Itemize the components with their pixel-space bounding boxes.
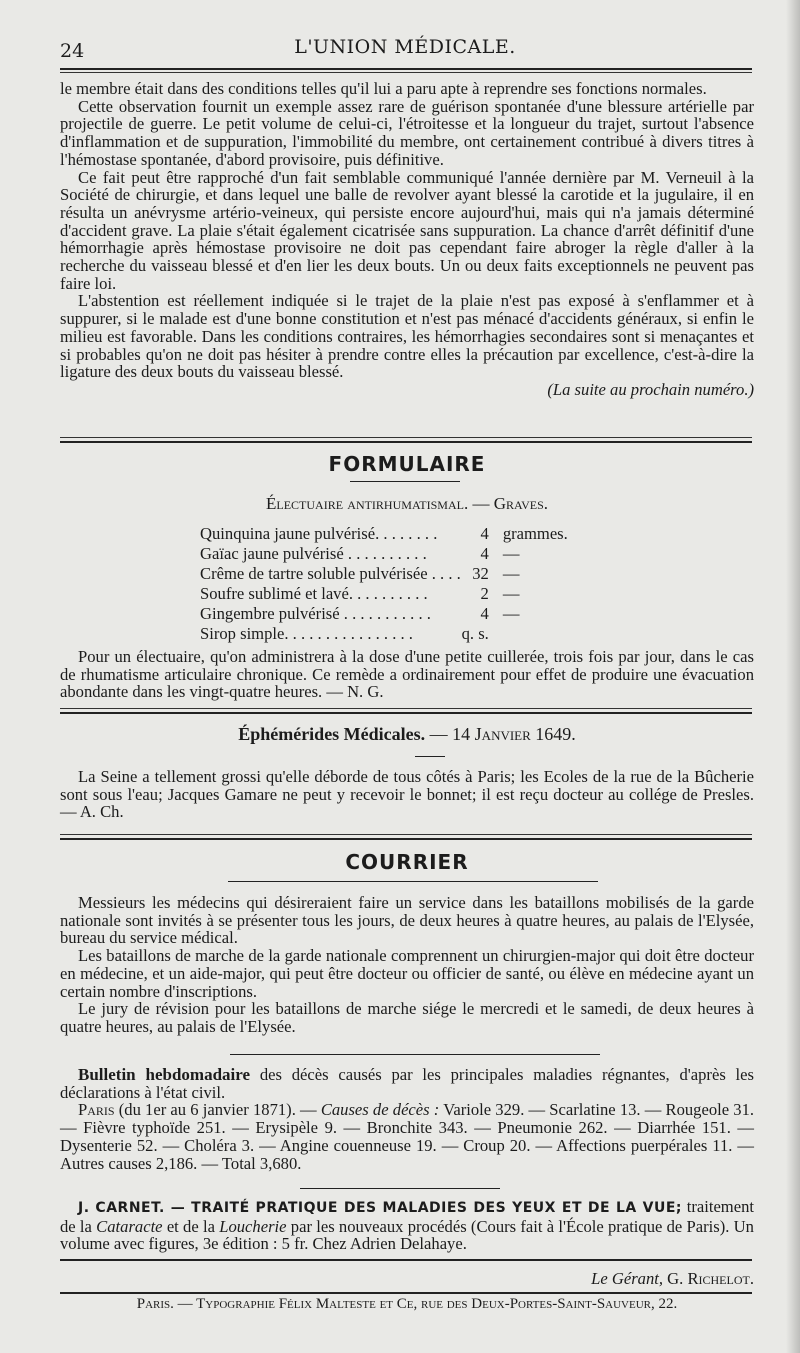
advert-loucherie: Loucherie: [219, 1216, 287, 1236]
journal-title: L'UNION MÉDICALE.: [294, 36, 516, 58]
section-divider: [230, 1054, 600, 1055]
advert-block: [60, 1198, 754, 1253]
header-rule: [60, 68, 752, 70]
header-rule-thin: [60, 72, 752, 73]
continued-note: (La suite au prochain numéro.): [547, 379, 754, 399]
heading-underline: [350, 481, 460, 482]
page-number: 24: [60, 40, 85, 62]
formulaire-heading: FORMULAIRE: [328, 452, 486, 476]
article-paragraph: le membre était dans des conditions telles qu'il lui a paru apte à reprendre ses fonctions normales.: [60, 79, 707, 98]
ingredient-row: Gaïac jaune pulvérisé . . . . . . . . . . 4 —: [200, 544, 520, 563]
advert-text-a: traitement de la: [60, 1197, 754, 1236]
advert-cataracte: Cataracte: [96, 1216, 163, 1236]
ingredient-row: Sirop simple. . . . . . . . . . . . . . . . q. s.: [200, 624, 489, 643]
section-rule: [60, 834, 752, 835]
heading-underline: [228, 881, 598, 882]
article-paragraph: Ce fait peut être rapproché d'un fait semblable communiqué l'année dernière par M. Verneuil à la Société de chirurgie, et dans lequel une balle de revolver ayant blessé la carotide et la jugulaire, il en résulta un anévrysme artério-veineux, qui persiste encore aujourd'hui, mais qui n'a jamais déterminé d'accident grave. La plaie s'était également cicatrisée sans suppuration. La chance d'arrêt définitif d'une hémorrhagie après hémostase provisoire ne doit pas cependant faire abroger la règle d'aller à la recherche du vaisseau blessé et d'en lier les deux bouts. Un ou deux faits exceptionnels ne peuvent pas faire loi.: [60, 167, 754, 293]
bulletin-intro-line: [60, 1066, 754, 1101]
ingredient-row: Gingembre pulvérisé . . . . . . . . . . . 4 —: [200, 604, 520, 623]
bulletin-block: [60, 1066, 754, 1172]
courrier-heading: COURRIER: [345, 850, 469, 874]
article-paragraph: Cette observation fournit un exemple assez rare de guérison spontanée d'une blessure artérielle par projectile de guerre. Le petit volume de celui-ci, l'étroitesse et la longueur du trajet, surtout l'absence d'inflammation et de suppuration, l'immobilité du membre, ont certainement contribué à divers titres à l'hémostase spontanée, d'abord provisoire, puis définitive.: [60, 96, 754, 169]
advert-text-c: par les nouveaux procédés (Cours fait à l'École pratique de Paris). Un volume avec figures, 3e édition : 5 fr. Chez Adrien Delahaye.: [60, 1216, 754, 1254]
bulletin-dates: (du 1er au 6 janvier 1871). —: [118, 1100, 317, 1120]
gerant-name: G. Richelot.: [667, 1269, 754, 1288]
section-rule: [60, 708, 752, 709]
heading-underline: [415, 756, 445, 757]
formulaire-text-block: [60, 648, 754, 701]
ephemerides-block: [60, 768, 754, 821]
recipe-title: Électuaire antirhumatismal. — Graves.: [265, 494, 549, 513]
section-rule: [60, 712, 752, 714]
courrier-body: [60, 894, 754, 1036]
formulaire-text: Pour un électuaire, qu'on administrera à la dose d'une petite cuillerée, trois fois par jour, dans le cas de rhumatisme articulaire chronique. Ce remède a ordinairement pour effet de produire une évacuation abondante dans les vingt-quatre heures. — N. G.: [60, 647, 754, 702]
page-edge-shadow: [786, 0, 800, 1353]
ephemerides-text: La Seine a tellement grossi qu'elle déborde de tous côtés à Paris; les Ecoles de la rue de la Bûcherie sont sous l'eau; Jacques Gamare ne peut y recevoir le bonnet; il est reçu docteur au collége de Presles. — A. Ch.: [60, 767, 754, 822]
ingredient-row: Soufre sublimé et lavé. . . . . . . . . . 2 —: [200, 584, 520, 603]
section-divider: [300, 1188, 500, 1189]
bulletin-paris: Paris: [78, 1100, 115, 1120]
bulletin-stats: Variole 329. — Scarlatine 13. — Rougeole 31. — Fièvre typhoïde 251. — Erysipèle 9. — Bronchite 343. — Pneumonie 262. — Diarrhée 151. — Dysenterie 52. — Choléra 3. — Angine couenneuse 19. — Croup 20. — Affections puerpérales 11. — Autres causes 2,186. — Total 3,680.: [60, 1100, 755, 1173]
footer-rule: [60, 1259, 752, 1261]
courrier-paragraph: Le jury de révision pour les bataillons de marche siége le mercredi et le samedi, de deux heures à quatre heures, au palais de l'Elysée.: [60, 999, 754, 1036]
recipe-ingredients: [200, 524, 568, 644]
section-rule: [60, 441, 752, 443]
article-body: [60, 80, 754, 399]
bulletin-intro: des décès causés par les principales maladies régnantes, d'après les déclarations à l'état civil.: [60, 1065, 754, 1102]
ingredient-row: Quinquina jaune pulvérisé. . . . . . . . 4 grammes.: [200, 524, 568, 543]
bulletin-title: Bulletin hebdomadaire: [78, 1065, 251, 1084]
article-paragraph: L'abstention est réellement indiquée si le trajet de la plaie n'est pas exposé à s'enflammer et à suppurer, si le malade est d'une bonne constitution et n'est pas ménacé d'accidents généraux, si enfin le milieu est favorable. Dans les conditions contraires, les hémorrhagies secondaires sont si menaçantes et si probables qu'on ne doit pas hésiter à prendre contre elles la précaution par excellence, c'est-à-dire la ligature des deux bouts du vaisseau blessé.: [60, 291, 754, 382]
bulletin-stats-line: [60, 1101, 754, 1172]
gerant-label: Le Gérant,: [591, 1269, 664, 1288]
ingredient-row: Crême de tartre soluble pulvérisée . . . . 32 —: [200, 564, 520, 583]
courrier-paragraph: Messieurs les médecins qui désireraient faire un service dans les bataillons mobilisés de la garde nationale sont invités à se présenter tous les jours, de deux heures à quatre heures, au palais de l'Elysée, bureau du service médical.: [60, 893, 754, 948]
advert-text-b: et de la: [166, 1216, 215, 1236]
ephemerides-title: Éphémérides Médicales.: [238, 724, 426, 744]
ephemerides-date: — 14 Janvier 1649.: [429, 724, 576, 744]
ephemerides-title-line: [60, 724, 754, 745]
running-header: [60, 36, 750, 64]
courrier-paragraph: Les bataillons de marche de la garde nationale comprennent un chirurgien-major qui doit être docteur en médecine, et un aide-major, qui peut être docteur ou officier de santé, ou élève en médecine ayant un certain nombre d'inscriptions.: [60, 946, 754, 1001]
section-rule: [60, 838, 752, 840]
gerant-line: [60, 1270, 754, 1288]
advert-author-title: J. CARNET. — TRAITÉ PRATIQUE DES MALADIES DES YEUX ET DE LA VUE;: [78, 1200, 683, 1216]
advert-text: [60, 1198, 754, 1253]
section-rule: [60, 437, 752, 438]
footer-rule: [60, 1292, 752, 1294]
bulletin-causes-label: Causes de décès :: [320, 1100, 440, 1120]
printer-line: Paris. — Typographie Félix Malteste et Ce, rue des Deux-Portes-Saint-Sauveur, 22.: [136, 1296, 678, 1312]
